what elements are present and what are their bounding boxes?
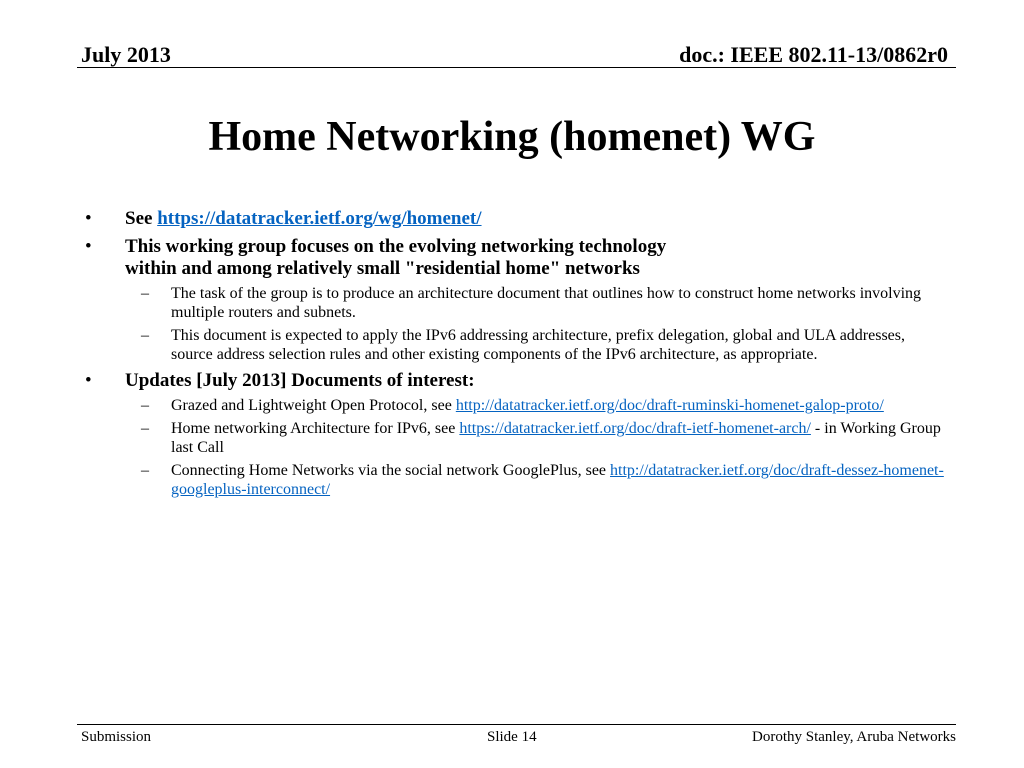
focus-line-2: within and among relatively small "residential home" networks (125, 258, 640, 279)
sub-bullet-googleplus (85, 461, 945, 499)
footer-slide-number: Slide 14 (487, 729, 537, 745)
header-divider (77, 67, 956, 68)
sub-bullet-arch (85, 419, 945, 457)
bullet-see (85, 208, 945, 230)
sub-bullet-task (85, 284, 945, 322)
slide-title: Home Networking (homenet) WG (208, 114, 816, 160)
bullet-marker: • (85, 236, 92, 257)
bullet-updates (85, 370, 945, 392)
dash-marker: – (141, 327, 149, 344)
slide-content (85, 208, 945, 499)
dash-marker: – (141, 462, 149, 479)
galop-prefix: Grazed and Lightweight Open Protocol, see (171, 397, 456, 414)
galop-draft-link[interactable]: http://datatracker.ietf.org/doc/draft-ruminski-homenet-galop-proto/ (455, 397, 884, 414)
arch-draft-link[interactable]: https://datatracker.ietf.org/doc/draft-ietf-homenet-arch/ (459, 420, 811, 437)
dash-marker: – (141, 420, 149, 437)
footer-divider (77, 724, 956, 725)
googleplus-draft-link[interactable]: http://datatracker.ietf.org/doc/draft-dessez-homenet-googleplus-interconnect/ (171, 462, 944, 498)
focus-line-1: This working group focuses on the evolving networking technology (125, 236, 667, 257)
gplus-prefix: Connecting Home Networks via the social network GooglePlus, see (171, 462, 611, 479)
dash-marker: – (141, 397, 149, 414)
sub-bullet-expected (85, 326, 945, 364)
task-text: The task of the group is to produce an architecture document that outlines how to construct home networks involving multiple routers and subnets. (171, 285, 922, 321)
see-prefix: See (125, 208, 158, 229)
bullet-marker: • (85, 370, 92, 391)
homenet-wg-link[interactable]: https://datatracker.ietf.org/wg/homenet/ (157, 208, 482, 229)
arch-prefix: Home networking Architecture for IPv6, see (171, 420, 460, 437)
sub-bullet-galop (85, 396, 945, 415)
updates-text: Updates [July 2013] Documents of interest: (125, 370, 475, 391)
footer-author: Dorothy Stanley, Aruba Networks (752, 729, 956, 745)
dash-marker: – (141, 285, 149, 302)
footer-submission: Submission (81, 729, 152, 745)
arch-suffix: - in Working Group last Call (171, 420, 941, 456)
header-doc-id: doc.: IEEE 802.11-13/0862r0 (679, 42, 948, 67)
expected-text: This document is expected to apply the IPv6 addressing architecture, prefix delegation, global and ULA addresses, source address selection rules and other existing components of the IPv6 architecture, as appropriate. (171, 327, 906, 363)
bullet-marker: • (85, 208, 92, 229)
header-date: July 2013 (81, 42, 171, 67)
bullet-focus (85, 236, 945, 280)
